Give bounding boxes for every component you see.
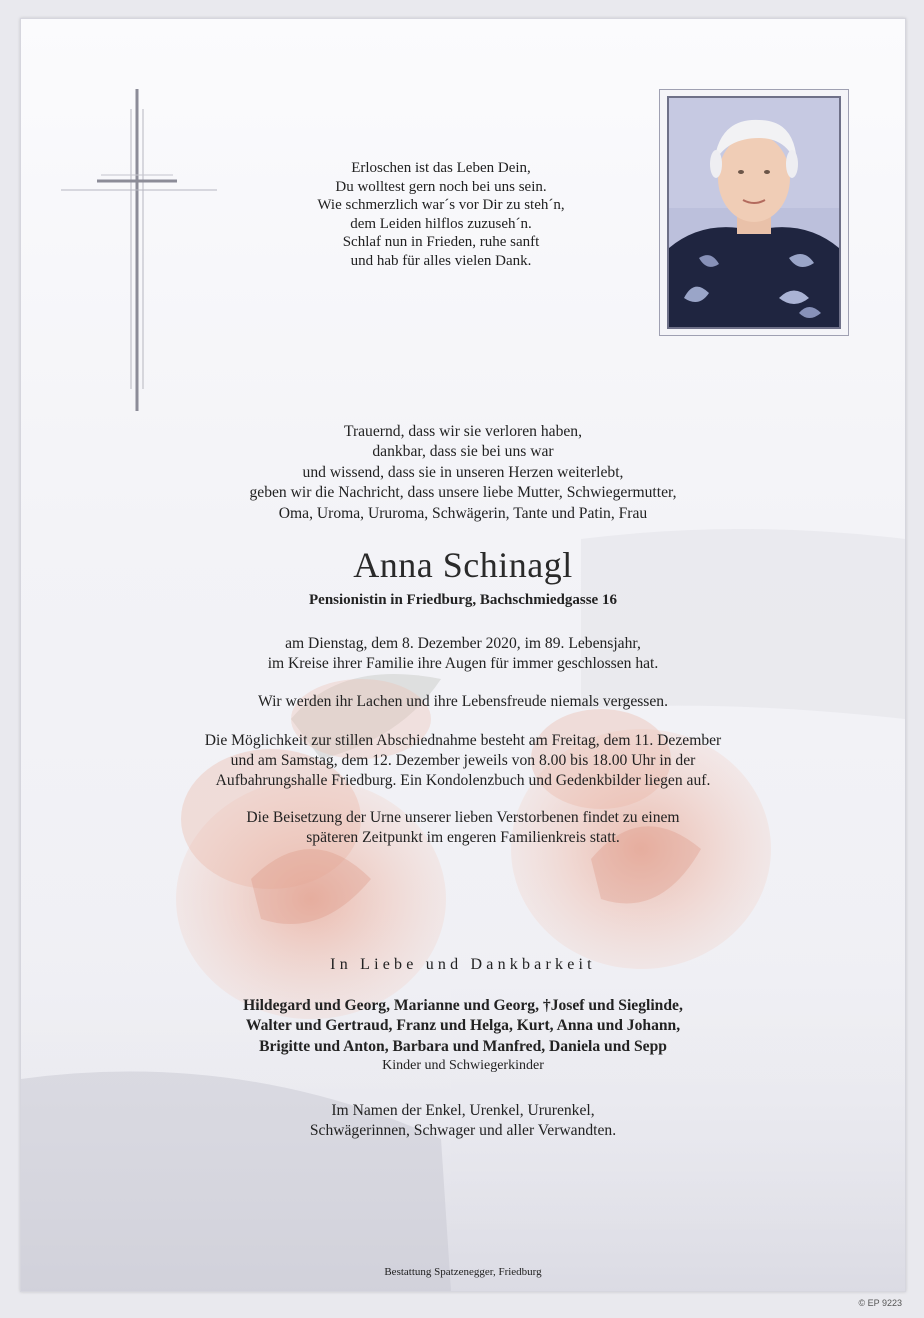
family-names bbox=[121, 996, 805, 1057]
relatives-line: Im Namen der Enkel, Urenkel, Ururenkel, bbox=[331, 1102, 595, 1119]
document-code: © EP 9223 bbox=[858, 1298, 902, 1308]
burial-line: Die Beisetzung der Urne unserer lieben Verstorbenen findet zu einem bbox=[246, 809, 680, 826]
deceased-name: Anna Schinagl bbox=[353, 545, 573, 585]
obituary-sheet bbox=[20, 18, 906, 1292]
farewell-line: Aufbahrungshalle Friedburg. Ein Kondolenzbuch und Gedenkbilder liegen auf. bbox=[215, 772, 711, 790]
death-notice-line: im Kreise ihrer Familie ihre Augen für immer geschlossen hat. bbox=[267, 655, 659, 673]
relatives-line: Schwägerinnen, Schwager und aller Verwandten. bbox=[309, 1122, 617, 1140]
remembrance-text bbox=[131, 692, 795, 712]
undertaker: Bestattung Spatzenegger, Friedburg bbox=[384, 1266, 542, 1278]
family-line: Hildegard und Georg, Marianne und Georg, †Josef und Sieglinde, bbox=[243, 997, 683, 1014]
poem-line: Erloschen ist das Leben Dein, bbox=[351, 160, 531, 176]
poem-line: Du wolltest gern noch bei uns sein. bbox=[335, 178, 547, 195]
portrait-frame bbox=[659, 89, 849, 336]
intro-line: Oma, Uroma, Ururoma, Schwägerin, Tante und Patin, Frau bbox=[278, 504, 648, 522]
poem-line: Schlaf nun in Frieden, ruhe sanft bbox=[342, 234, 540, 251]
remembrance-line: Wir werden ihr Lachen und ihre Lebensfreude niemals vergessen. bbox=[258, 693, 668, 710]
intro-line: Trauernd, dass wir sie verloren haben, bbox=[343, 423, 583, 440]
death-notice bbox=[131, 634, 795, 674]
poem bbox=[271, 159, 611, 271]
intro-line: und wissend, dass sie in unseren Herzen weiterlebt, bbox=[302, 463, 624, 481]
relatives-text bbox=[171, 1101, 755, 1142]
burial-line: späteren Zeitpunkt im engeren Familienkreis statt. bbox=[306, 829, 620, 847]
intro-line: dankbar, dass sie bei uns war bbox=[372, 443, 554, 461]
intro-text bbox=[121, 422, 805, 524]
family-line: Walter und Gertraud, Franz und Helga, Kurt, Anna und Johann, bbox=[245, 1017, 681, 1035]
farewell-line: Die Möglichkeit zur stillen Abschiednahme besteht am Freitag, dem 11. Dezember bbox=[204, 732, 722, 749]
intro-line: geben wir die Nachricht, dass unsere liebe Mutter, Schwiegermutter, bbox=[249, 484, 677, 502]
poem-line: Wie schmerzlich war´s vor Dir zu steh´n, bbox=[317, 197, 565, 214]
burial-info bbox=[131, 808, 795, 848]
cross-icon bbox=[61, 89, 221, 419]
deceased-occupation-address: Pensionistin in Friedburg, Bachschmiedgasse 16 bbox=[309, 592, 617, 608]
farewell-info bbox=[131, 731, 795, 792]
poem-line: dem Leiden hilflos zuzuseh´n. bbox=[350, 215, 532, 232]
portrait-photo bbox=[667, 96, 841, 329]
closing-phrase: In Liebe und Dankbarkeit bbox=[330, 956, 596, 973]
family-role: Kinder und Schwiegerkinder bbox=[382, 1058, 544, 1073]
death-notice-line: am Dienstag, dem 8. Dezember 2020, im 89. Lebensjahr, bbox=[285, 635, 641, 652]
farewell-line: und am Samstag, dem 12. Dezember jeweils von 8.00 bis 18.00 Uhr in der bbox=[230, 752, 696, 770]
family-line: Brigitte und Anton, Barbara und Manfred, Daniela und Sepp bbox=[259, 1037, 667, 1055]
poem-line: und hab für alles vielen Dank. bbox=[350, 252, 532, 269]
